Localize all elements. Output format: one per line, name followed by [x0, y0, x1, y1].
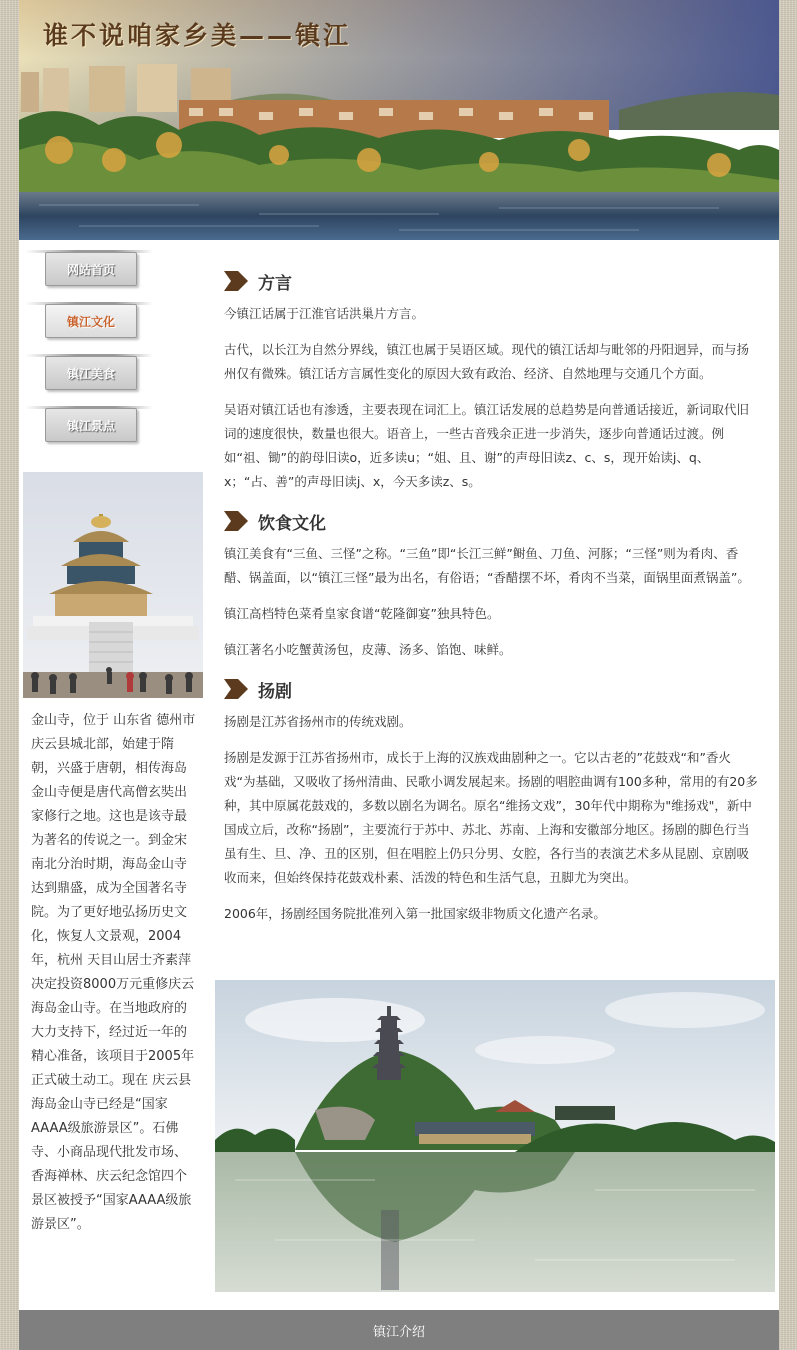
section-arrow-icon [224, 679, 248, 699]
footer [19, 1310, 779, 1350]
section-heading [224, 506, 759, 536]
nav-button-food[interactable]: 镇江美食 [45, 356, 137, 390]
paragraph: 扬剧是江苏省扬州市的传统戏剧。 [224, 714, 412, 729]
section-arrow-icon [224, 511, 248, 531]
paragraph: 古代，以长江为自然分界线，镇江也属于吴语区域。现代的镇江话却与毗邻的丹阳迥异，而与扬州仅有微殊。镇江话方言属性变化的原因大致有政治、经济、自然地理与交通几个方面。 [224, 342, 750, 381]
section-title: 方言 [258, 273, 292, 294]
nav-item-food[interactable] [19, 354, 199, 394]
paragraph: 扬剧是发源于江苏省扬州市，成长于上海的汉族戏曲剧种之一。它以古老的”花鼓戏“和”香火戏“为基础，又吸收了扬州清曲、民歌小调发展起来。扬剧的唱腔曲调有100多种，常用的有20多种，其中原属花鼓戏的，多数以剧名为调名。原名“维扬文戏”，30年代中期称为"维扬戏"，新中国成立后，改称“扬剧”，主要流行于苏中、苏北、苏南、上海和安徽部分地区。扬剧的脚色行当虽有生、旦、净、丑的区别，但在唱腔上仍只分男、女腔，各行当的表演艺术多从昆剧、京剧吸收而来，但始终保持花鼓戏朴素、活泼的特色和生活气息，丑脚尤为突出。 [224, 750, 758, 885]
section-heading [224, 674, 759, 704]
paragraph: 镇江著名小吃蟹黄汤包，皮薄、汤多、馅饱、味鲜。 [224, 642, 512, 657]
footer-label: 镇江介绍 [372, 1324, 425, 1340]
section-title: 饮食文化 [258, 513, 326, 534]
banner [19, 0, 779, 240]
page-container [19, 0, 779, 1350]
section-dialect [224, 266, 759, 494]
paragraph: 吴语对镇江话也有渗透，主要表现在词汇上。镇江话发展的总趋势是向普通话接近，新词取代旧词的速度很快，数量也很大。语音上，一些古音残余正进一步消失，逐步向普通话过渡。例如“祖、锄”的韵母旧读o，近多读u；“姐、且、谢”的声母旧读z、c、s，现开始读j、q、x；“占、善”的声母旧读j、x，今天多读z、s。 [224, 402, 750, 489]
section-food-culture [224, 506, 759, 662]
temple-image [23, 472, 203, 698]
paragraph: 2006年，扬剧经国务院批准列入第一批国家级非物质文化遗产名录。 [224, 906, 606, 921]
nav-item-home[interactable] [19, 250, 199, 290]
nav-button-home[interactable]: 网站首页 [45, 252, 137, 286]
section-heading [224, 266, 759, 296]
nav-button-scenery[interactable]: 镇江景点 [45, 408, 137, 442]
lake-pagoda-image [215, 980, 775, 1292]
nav-button-culture[interactable]: 镇江文化 [45, 304, 137, 338]
section-yang-opera [224, 674, 759, 926]
paragraph: 镇江高档特色菜肴皇家食谱“乾隆御宴”独具特色。 [224, 606, 500, 621]
paragraph: 今镇江话属于江淮官话洪巢片方言。 [224, 306, 425, 321]
nav-item-scenery[interactable] [19, 406, 199, 446]
sidebar-description: 金山寺，位于 山东省 德州市 庆云县城北部，始建于隋朝，兴盛于唐朝，相传海岛金山寺便是唐代高僧玄奘出家修行之地。这也是该寺最为著名的传说之一。到金宋南北分治时期，海岛金山寺达到鼎盛，成为全国著名寺院。为了更好地弘扬历史文化，恢复人文景观，2004年，杭州 天目山居士齐素萍决定投资8000万元重修庆云海岛金山寺。在当地政府的大力支持下，经过近一年的精心准备，该项目于2005年正式破土动工。现在 庆云县海岛金山寺已经是“国家AAAA级旅游景区”。石佛寺、小商品现代批发市场、香海禅林、庆云纪念馆四个景区被授予“国家AAAA级旅游景区”。 [31, 713, 196, 1232]
section-title: 扬剧 [258, 681, 292, 702]
banner-title: 谁不说咱家乡美——镇江 [43, 21, 352, 50]
nav-item-culture[interactable] [19, 302, 199, 342]
paragraph: 镇江美食有“三鱼、三怪”之称。“三鱼”即“长江三鲜”鲥鱼、刀鱼、河豚；“三怪”则为肴肉、香醋、锅盖面，以“镇江三怪”最为出名，有俗语；“香醋摆不坏，肴肉不当菜，面锅里面煮锅盖”。 [224, 546, 750, 585]
section-arrow-icon [224, 271, 248, 291]
main-content [224, 266, 759, 938]
